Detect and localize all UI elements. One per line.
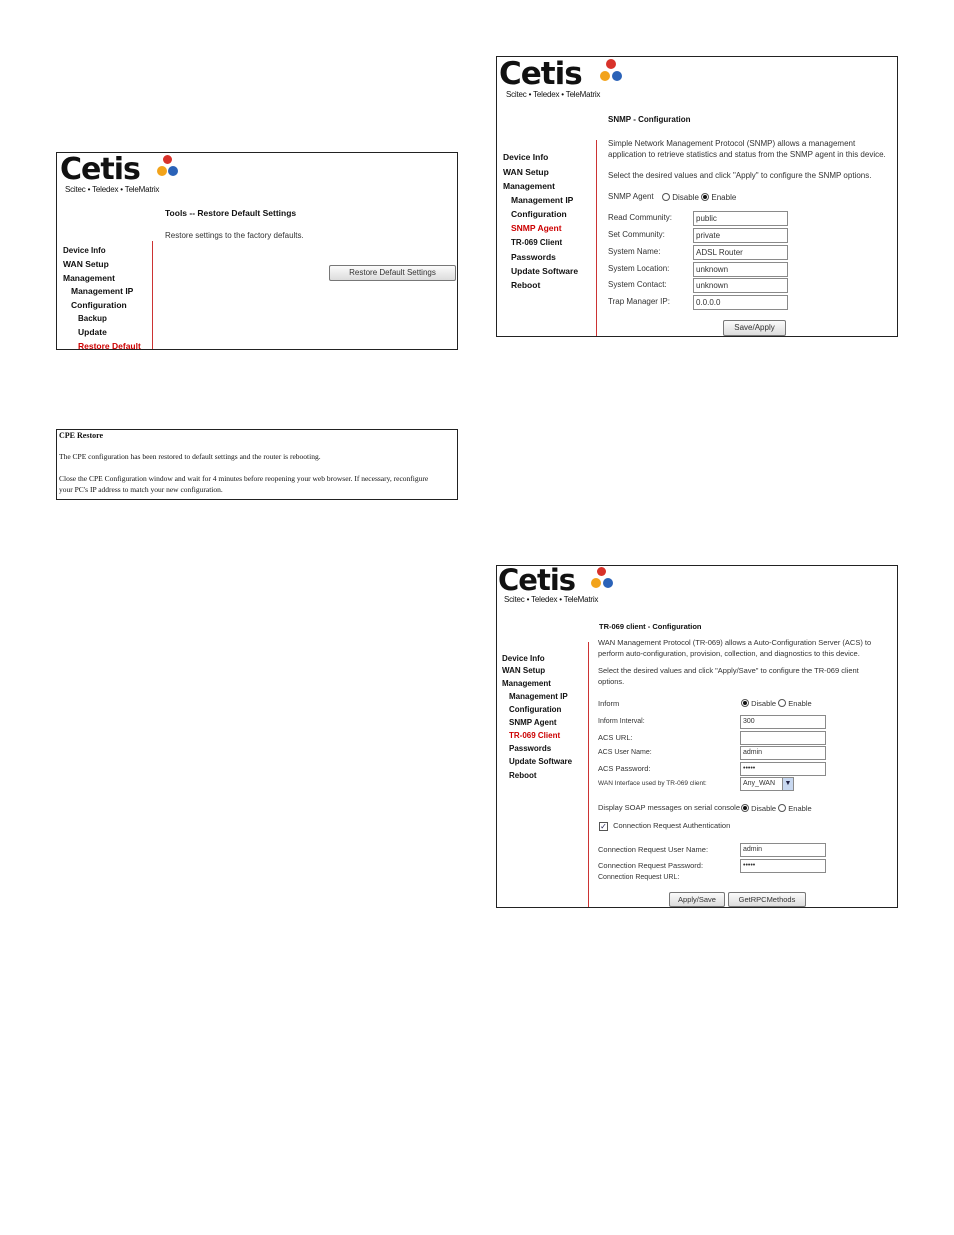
system-contact-input[interactable]: unknown <box>693 278 788 293</box>
system-contact-label: System Contact: <box>608 280 667 289</box>
nav-reboot[interactable]: Reboot <box>509 771 537 780</box>
cpe-restore-message: The CPE configuration has been restored to default settings and the router is rebooting. <box>59 452 321 461</box>
nav-update-software[interactable]: Update Software <box>509 757 573 766</box>
nav-backup[interactable]: Backup <box>78 314 107 323</box>
logo-tagline: Scitec • Teledex • TeleMatrix <box>504 595 599 604</box>
get-rpc-methods-button[interactable]: GetRPCMethods <box>728 892 806 907</box>
connection-auth-checkbox[interactable]: ✓ <box>600 822 607 831</box>
logo-wordmark: Cetis <box>498 565 576 597</box>
disable-label: Disable <box>751 804 777 813</box>
nav-configuration[interactable]: Configuration <box>511 209 567 219</box>
page-title: TR-069 client - Configuration <box>599 622 702 631</box>
wan-interface-value: Any_WAN <box>743 780 776 787</box>
disable-label: Disable <box>751 699 777 708</box>
nav-wan-setup[interactable]: WAN Setup <box>502 666 546 675</box>
cetis-logo <box>499 56 601 99</box>
connection-auth-row <box>599 821 730 831</box>
cpe-restore-window <box>56 429 458 500</box>
nav-management[interactable]: Management <box>63 273 115 283</box>
cetis-logo <box>498 566 598 604</box>
chevron-down-icon[interactable]: ▼ <box>782 778 793 790</box>
acs-user-name-input[interactable]: admin <box>740 746 826 760</box>
soap-enable-radio[interactable] <box>778 804 786 812</box>
nav-configuration[interactable]: Configuration <box>509 705 562 714</box>
nav-management-ip[interactable]: Management IP <box>511 195 574 205</box>
cpe-restore-instructions: Close the CPE Configuration window and wait for 4 minutes before reopening your web browser. If necessary, reconfigure <box>59 474 429 483</box>
logo-dots-icon <box>597 59 627 86</box>
nav-passwords[interactable]: Passwords <box>509 744 552 753</box>
system-location-label: System Location: <box>608 264 670 273</box>
description-line-1: Simple Network Management Protocol (SNMP) allows a management <box>608 139 856 148</box>
description-line-3: Select the desired values and click "Apply" to configure the SNMP options. <box>608 171 872 180</box>
set-community-label: Set Community: <box>608 230 665 239</box>
logo-tagline: Scitec • Teledex • TeleMatrix <box>506 90 601 99</box>
system-name-input[interactable]: ADSL Router <box>693 245 788 260</box>
nav-snmp-agent[interactable]: SNMP Agent <box>509 718 557 727</box>
page-title: SNMP - Configuration <box>608 115 691 124</box>
nav-management-ip[interactable]: Management IP <box>509 692 568 701</box>
nav-snmp-agent[interactable]: SNMP Agent <box>511 223 562 233</box>
cpe-restore-instructions-cont: your PC's IP address to match your new configuration. <box>59 485 223 494</box>
system-location-input[interactable]: unknown <box>693 262 788 277</box>
nav-wan-setup[interactable]: WAN Setup <box>63 259 109 269</box>
page-description: Restore settings to the factory defaults. <box>165 231 304 240</box>
soap-messages-label: Display SOAP messages on serial console <box>598 803 741 812</box>
trap-manager-ip-label: Trap Manager IP: <box>608 297 670 306</box>
nav-tr069-client[interactable]: TR-069 Client <box>511 238 563 247</box>
description-line-1: WAN Management Protocol (TR-069) allows a Auto-Configuration Server (ACS) to <box>598 638 872 647</box>
restore-default-button[interactable]: Restore Default Settings <box>329 265 456 281</box>
acs-password-input[interactable]: ••••• <box>740 762 826 776</box>
soap-options <box>741 804 812 813</box>
tr069-config-window <box>496 565 898 908</box>
nav-management[interactable]: Management <box>502 679 551 688</box>
conn-user-name-input[interactable]: admin <box>740 843 826 857</box>
read-community-input[interactable]: public <box>693 211 788 226</box>
inform-disable-radio[interactable] <box>741 699 749 707</box>
description-line-4: options. <box>598 677 625 686</box>
conn-user-name-label: Connection Request User Name: <box>598 845 709 854</box>
inform-label: Inform <box>598 699 620 708</box>
nav-wan-setup[interactable]: WAN Setup <box>503 167 549 177</box>
acs-url-label: ACS URL: <box>598 733 633 742</box>
nav-device-info[interactable]: Device Info <box>502 654 545 663</box>
set-community-input[interactable]: private <box>693 228 788 243</box>
wan-interface-select[interactable] <box>740 777 794 791</box>
trap-manager-ip-input[interactable]: 0.0.0.0 <box>693 295 788 310</box>
page-title: Tools -- Restore Default Settings <box>165 208 297 218</box>
disable-label: Disable <box>672 193 699 202</box>
snmp-agent-options <box>662 193 736 202</box>
enable-label: Enable <box>788 699 812 708</box>
cetis-logo <box>60 152 160 194</box>
snmp-disable-radio[interactable] <box>662 193 670 201</box>
conn-password-label: Connection Request Password: <box>598 861 704 870</box>
inform-interval-label: Inform Interval: <box>598 718 645 725</box>
connection-auth-label: Connection Request Authentication <box>613 821 731 830</box>
logo-tagline: Scitec • Teledex • TeleMatrix <box>65 185 160 194</box>
nav-restore-default[interactable]: Restore Default <box>78 341 141 350</box>
cpe-restore-title: CPE Restore <box>59 431 104 440</box>
acs-url-input[interactable] <box>740 731 826 745</box>
nav-device-info[interactable]: Device Info <box>503 152 549 162</box>
snmp-agent-label: SNMP Agent <box>608 192 654 201</box>
inform-enable-radio[interactable] <box>778 699 786 707</box>
acs-user-name-label: ACS User Name: <box>598 749 652 756</box>
restore-default-window <box>56 152 458 350</box>
acs-password-label: ACS Password: <box>598 764 651 773</box>
nav-reboot[interactable]: Reboot <box>511 280 541 290</box>
apply-save-button[interactable]: Apply/Save <box>669 892 725 907</box>
read-community-label: Read Community: <box>608 213 673 222</box>
nav-update-software[interactable]: Update Software <box>511 266 579 276</box>
description-line-2: application to retrieve statistics and status from the SNMP agent in this device. <box>608 150 886 159</box>
logo-wordmark: Cetis <box>499 56 582 92</box>
nav-device-info[interactable]: Device Info <box>63 246 106 255</box>
inform-interval-input[interactable]: 300 <box>740 715 826 729</box>
nav-management[interactable]: Management <box>503 181 555 191</box>
description-line-3: Select the desired values and click "Apply/Save" to configure the TR-069 client <box>598 666 859 675</box>
nav-passwords[interactable]: Passwords <box>511 252 556 262</box>
snmp-enable-radio[interactable] <box>701 193 709 201</box>
logo-dots-icon <box>154 155 182 181</box>
conn-password-input[interactable]: ••••• <box>740 859 826 873</box>
inform-options <box>741 699 812 708</box>
snmp-config-window <box>496 56 898 337</box>
save-apply-button[interactable]: Save/Apply <box>723 320 786 336</box>
enable-label: Enable <box>788 804 812 813</box>
logo-dots-icon <box>589 567 617 593</box>
enable-label: Enable <box>711 193 737 202</box>
conn-url-label: Connection Request URL: <box>598 874 680 881</box>
description-line-2: perform auto-configuration, provision, collection, and diagnostics to this device. <box>598 649 860 658</box>
nav-update[interactable]: Update <box>78 327 107 337</box>
soap-disable-radio[interactable] <box>741 804 749 812</box>
logo-wordmark: Cetis <box>60 152 140 187</box>
system-name-label: System Name: <box>608 247 661 256</box>
nav-tr069-client[interactable]: TR-069 Client <box>509 731 561 740</box>
nav-management-ip[interactable]: Management IP <box>71 286 134 296</box>
wan-interface-label: WAN Interface used by TR-069 client: <box>598 780 707 787</box>
nav-configuration[interactable]: Configuration <box>71 300 127 310</box>
